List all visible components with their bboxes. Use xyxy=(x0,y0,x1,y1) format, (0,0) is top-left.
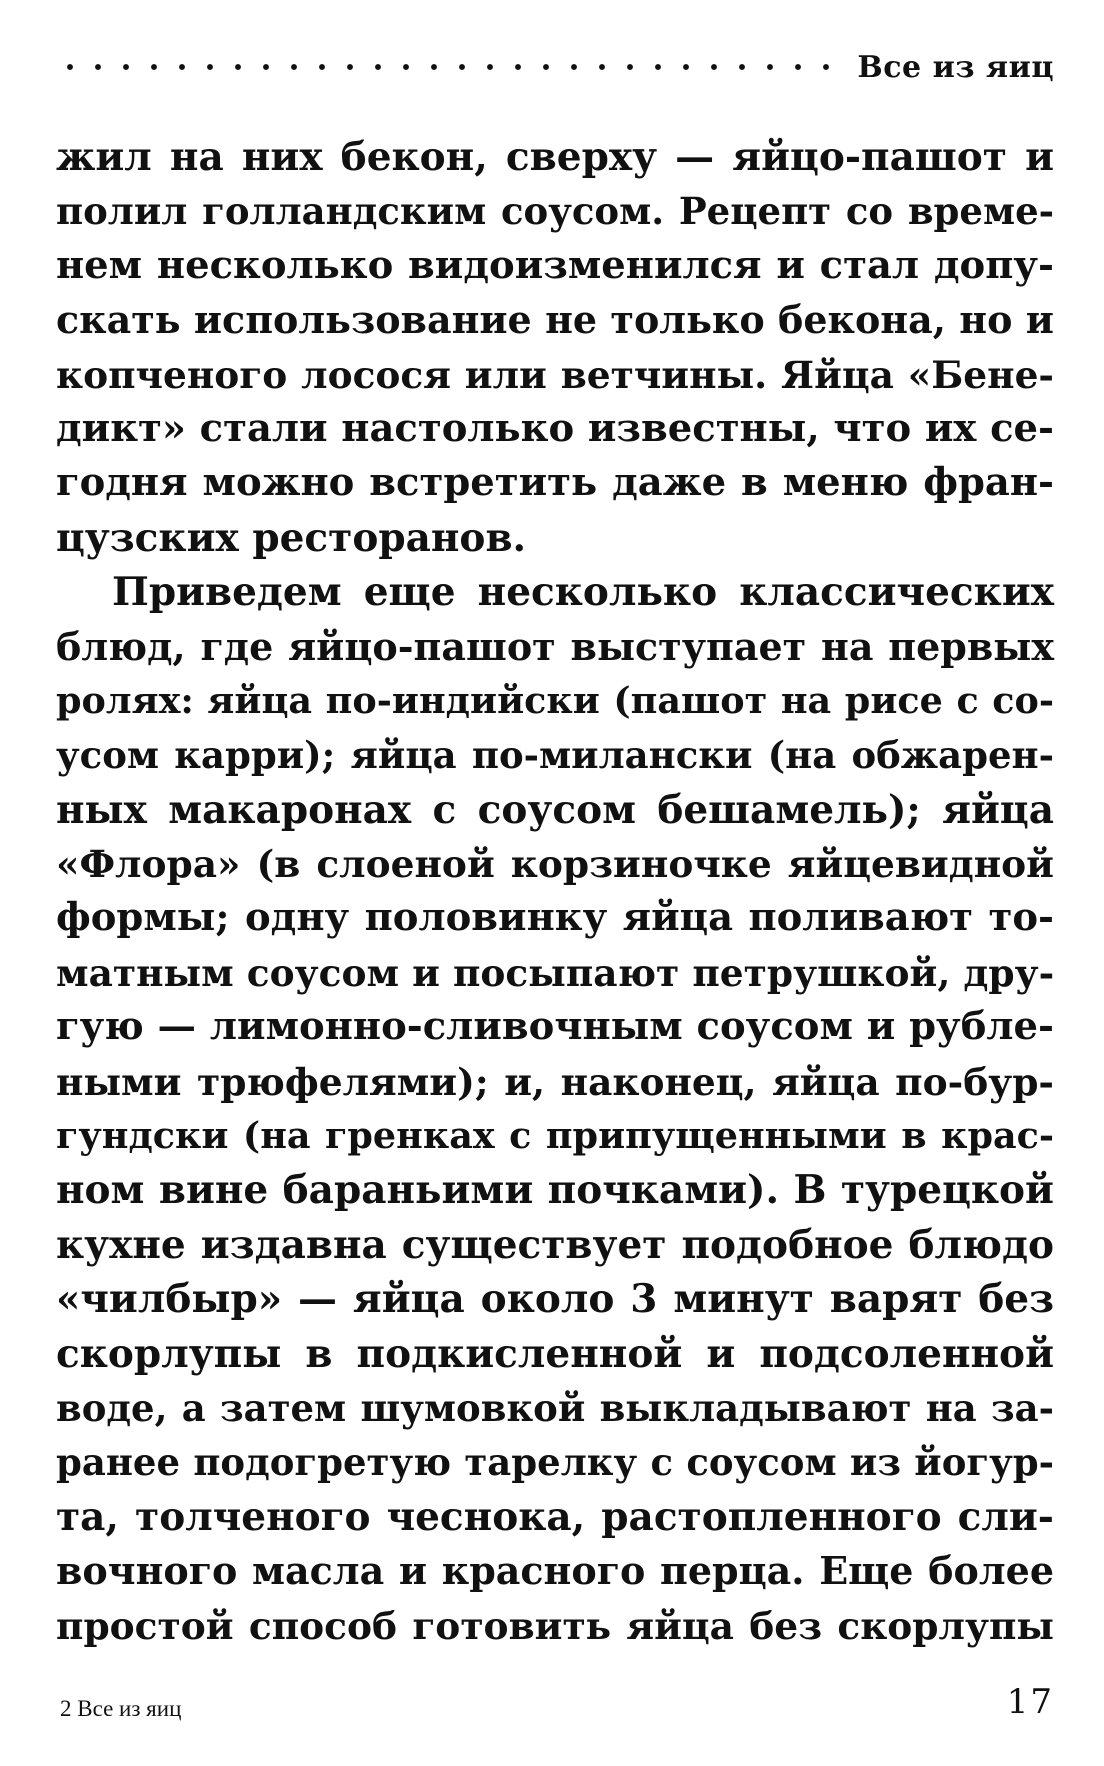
text-line: ными трюфелями); и, наконец, яйца по-бур- xyxy=(56,1059,1054,1104)
text-line: усом карри); яйца по-милански (на обжарен- xyxy=(56,733,1054,778)
text-line: гую — лимонно-сливочным соусом и рубле- xyxy=(56,1004,1054,1050)
running-header-title: Все из яиц xyxy=(857,49,1054,85)
page-number: 17 xyxy=(1006,1682,1054,1722)
text-line: копченого лосося или ветчины. Яйца «Бене- xyxy=(56,352,1054,397)
text-line: «чилбыр» — яйца около 3 минут варят без xyxy=(56,1276,1054,1323)
text-line: «Флора» (в слоеной корзиночке яйцевидной xyxy=(56,842,1054,887)
footer-signature: 2 Все из яиц xyxy=(60,1696,182,1721)
text-line: блюд, где яйцо-пашот выступает на первых xyxy=(56,623,1054,669)
text-line: та, толченого чеснока, растопленного сли- xyxy=(56,1493,1054,1540)
text-line: Приведем еще несколько классических xyxy=(112,569,1054,616)
text-line: полил голландским соусом. Рецепт со време- xyxy=(56,189,1054,234)
running-header xyxy=(56,42,1054,92)
text-line: ранее подогретую тарелку с соусом из йогур- xyxy=(56,1440,1054,1485)
paragraph-2 xyxy=(56,565,1054,1653)
text-line: скорлупы в подкисленной и подсоленной xyxy=(56,1330,1054,1377)
text-line: скать использование не только бекона, но и xyxy=(56,297,1054,343)
text-line: вочного масла и красного перца. Еще более xyxy=(56,1548,1054,1594)
text-line: матным соусом и посыпают петрушкой, дру- xyxy=(56,950,1055,995)
text-line: годня можно встретить даже в меню фран- xyxy=(56,460,1054,506)
text-line: жил на них бекон, сверху — яйцо-пашот и xyxy=(56,134,1054,180)
text-line: ролях: яйца по-индийски (пашот на рисе с со- xyxy=(56,678,1054,722)
header-dot-leader xyxy=(56,61,843,73)
text-line: формы; одну половинку яйца поливают то- xyxy=(56,895,1054,941)
text-line: цузских ресторанов. xyxy=(56,514,527,561)
text-line: дикт» стали настолько известны, что их се- xyxy=(56,405,1054,451)
text-line: ном вине бараньими почками). В турецкой xyxy=(56,1167,1054,1214)
text-line: гундски (на гренках с припущенными в крас- xyxy=(56,1114,1054,1158)
paragraph-1 xyxy=(56,130,1054,565)
text-line: нем несколько видоизменился и стал допу- xyxy=(56,242,1054,288)
body-text xyxy=(56,130,1054,1653)
text-line: ных макаронах с соусом бешамель); яйца xyxy=(56,786,1054,833)
text-line: кухне издавна существует подобное блюдо xyxy=(56,1221,1054,1268)
text-line: воде, а затем шумовкой выкладывают на за- xyxy=(56,1385,1054,1430)
text-line: простой способ готовить яйца без скорлупы xyxy=(56,1603,1054,1648)
